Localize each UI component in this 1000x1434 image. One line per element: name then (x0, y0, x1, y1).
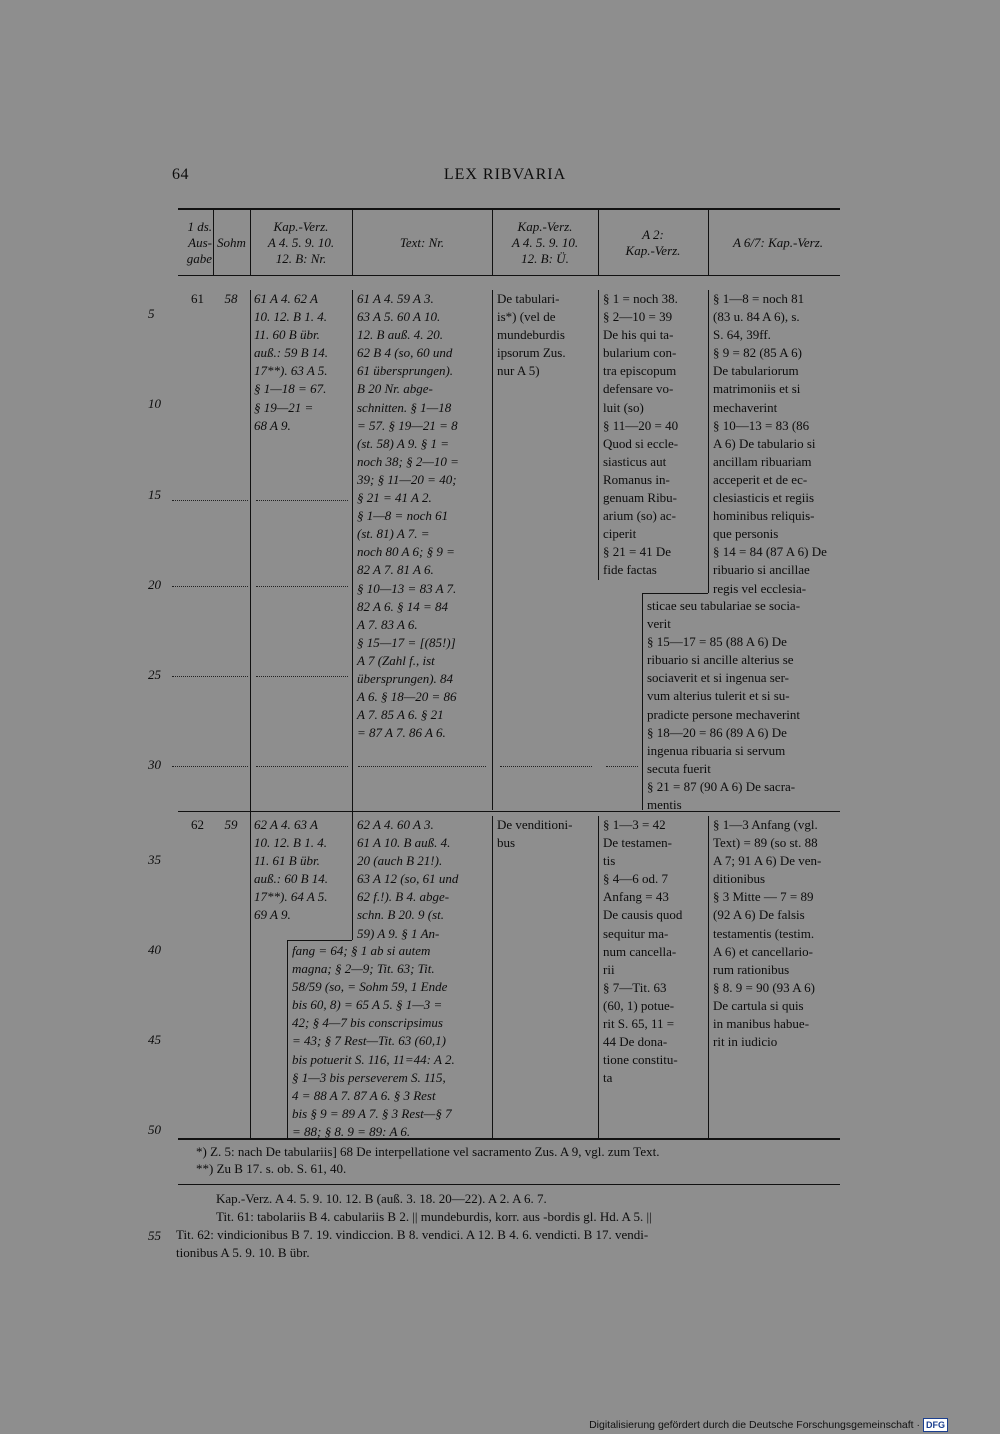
text-line: acceperit et de ec- (713, 471, 808, 487)
text-line: = 88; § 8. 9 = 89: A 6. (292, 1123, 411, 1139)
text-line: noch 38; § 2—10 = (357, 453, 459, 469)
text-line: fang = 64; § 1 ab si autem (292, 943, 431, 958)
text-line: = 43; § 7 Rest—Tit. 63 (60,1) (292, 1033, 446, 1049)
col-rule (598, 816, 599, 1138)
text-line: *) Z. 5: nach De tabulariis] 68 De interpellatione vel sacramento Zus. A 9, vgl. zum Text. (196, 1144, 660, 1159)
apparatus-line: Tit. 62: vindicionibus B 7. 19. vindiccion. B 8. vendici. A 12. B 4. 6. vendicti. B 17. vendi- (176, 1227, 649, 1242)
row61-kapu (497, 290, 566, 380)
line-number: 45 (148, 1032, 161, 1047)
text-line: 61 A 10. B auß. 4. (357, 835, 451, 851)
text-line: § 14 = 84 (87 A 6) De (713, 544, 827, 560)
text-line: testamentis (testim. (713, 925, 815, 941)
text-line: 68 A 9. (254, 417, 291, 433)
col-rule (642, 593, 643, 810)
text-line: § 10—13 = 83 A 7. (357, 580, 457, 596)
text-line: A 7 (Zahl f., ist (357, 652, 435, 668)
col-rule (352, 290, 353, 940)
text-line: sticae seu tabulariae se socia- (647, 598, 801, 613)
row62-kap (254, 816, 328, 925)
text-line: auß.: 59 B 14. (254, 345, 329, 361)
text-line: § 1—8 = noch 61 (357, 508, 449, 524)
line-number: 10 (148, 396, 161, 411)
dotted-line (500, 766, 592, 767)
text-line: 4 = 88 A 7. 87 A 6. § 3 Rest (292, 1087, 436, 1103)
text-line: ciperit (603, 526, 637, 542)
text-line: § 15—17 = 85 (88 A 6) De (647, 634, 787, 650)
text-line: regis vel ecclesia- (713, 580, 807, 596)
dotted-line (172, 500, 248, 501)
text-line: tis (603, 853, 616, 869)
text-line: 10. 12. B 1. 4. (254, 835, 327, 851)
row61-a2 (603, 290, 678, 580)
text-line: § 4—6 od. 7 (603, 871, 668, 887)
text-line: Text) = 89 (so st. 88 (713, 835, 818, 851)
text-line: § 21 = 87 (90 A 6) De sacra- (647, 778, 796, 794)
text-line: 63 A 12 (so, 61 und (357, 871, 459, 887)
header-a2: A 2: Kap.-Verz. (625, 227, 681, 258)
row62-kapu (497, 816, 572, 852)
text-line: De testamen- (603, 835, 672, 851)
line-number: 50 (148, 1122, 161, 1137)
text-line: **) Zu B 17. s. ob. S. 61, 40. (196, 1161, 347, 1176)
text-line: § 15—17 = [(85!)] (357, 634, 456, 650)
text-line: secuta fuerit (647, 760, 711, 776)
row61-ausgabe: 61 (191, 291, 204, 306)
text-line: = 57. § 19—21 = 8 (357, 417, 458, 433)
text-line: Romanus in- (603, 471, 670, 487)
text-line: Quod si eccle- (603, 435, 679, 451)
line-number: 30 (148, 757, 161, 772)
dotted-line (256, 500, 348, 501)
text-line: vum alterius tulerit et si su- (647, 688, 790, 704)
text-line: rit S. 65, 11 = (603, 1016, 675, 1032)
text-line: 61 A 4. 62 A (254, 291, 318, 306)
text-line: 17**). 63 A 5. (254, 363, 328, 379)
text-line: § 9 = 82 (85 A 6) (713, 345, 802, 361)
text-line: (st. 81) A 7. = (357, 526, 430, 542)
dotted-line (256, 586, 348, 587)
apparatus-line: tionibus A 5. 9. 10. B übr. (176, 1245, 310, 1260)
text-line: De cartula si quis (713, 997, 804, 1013)
col-rule (598, 290, 599, 580)
text-line: in manibus habue- (713, 1016, 810, 1032)
text-line: § 2—10 = 39 (603, 309, 673, 325)
text-line: ancillam ribuariam (713, 453, 812, 469)
text-line: auß.: 60 B 14. (254, 871, 329, 887)
text-line: mechaverint (713, 399, 778, 415)
text-line: 20 (auch B 21!). (357, 853, 443, 869)
apparatus-line: Tit. 61: tabolariis B 4. cabulariis B 2. || mundeburdis, korr. aus -bordis gl. Hd. A 5. || (216, 1209, 652, 1224)
text-line: = 87 A 7. 86 A 6. (357, 725, 446, 741)
text-line: § 1—3 Anfang (vgl. (713, 817, 818, 832)
row62-a2 (603, 816, 682, 1087)
text-line: ipsorum Zus. (497, 345, 566, 361)
header-sohm: Sohm (217, 235, 246, 250)
text-line: tra episcopum (603, 363, 677, 379)
text-line: mentis (647, 797, 682, 813)
text-line: bis 60, 8) = 65 A 5. § 1—3 = (292, 997, 443, 1013)
text-line: schn. B 20. 9 (st. (357, 907, 445, 923)
text-line: 61 übersprungen). (357, 363, 454, 379)
col-rule (708, 816, 709, 1138)
dotted-line (256, 676, 348, 677)
text-line: § 1 = noch 38. (603, 291, 678, 306)
text-line: 17**). 64 A 5. (254, 889, 328, 905)
line-number: 55 (148, 1228, 161, 1243)
line-number: 40 (148, 942, 161, 957)
text-line: A 6) De tabulario si (713, 435, 816, 451)
row61-kap (254, 290, 328, 435)
text-line: verit (647, 616, 671, 632)
text-line: 62 f.!). B 4. abge- (357, 889, 450, 905)
text-line: 63 A 5. 60 A 10. (357, 309, 441, 325)
table-bottom-rule (178, 1138, 840, 1140)
apparatus-rule (178, 1184, 840, 1185)
text-line: schnitten. § 1—18 (357, 399, 452, 415)
text-line: mundeburdis (497, 327, 565, 343)
text-line: que personis (713, 526, 779, 542)
text-line: A 6) et cancellario- (713, 943, 813, 959)
text-line: bularium con- (603, 345, 677, 361)
text-line: 62 A 4. 63 A (254, 817, 318, 832)
row61-text (357, 290, 459, 742)
text-line: § 21 = 41 A 2. (357, 490, 432, 506)
footnotes (196, 1143, 659, 1177)
text-line: (83 u. 84 A 6), s. (713, 309, 800, 325)
text-line: 39; § 11—20 = 40; (357, 471, 457, 487)
header-kap-verz: Kap.-Verz. A 4. 5. 9. 10. 12. B: Nr. (267, 219, 335, 266)
text-line: 12. B auß. 4. 20. (357, 327, 443, 343)
text-line: De his qui ta- (603, 327, 674, 343)
table-top-rule (178, 208, 840, 210)
text-line: luit (so) (603, 399, 644, 415)
text-line: (st. 58) A 9. § 1 = (357, 435, 450, 451)
text-line: § 19—21 = (254, 399, 314, 415)
text-line: clesiasticis et regiis (713, 490, 815, 506)
text-line: 62 A 4. 60 A 3. (357, 817, 434, 832)
line-number: 20 (148, 577, 161, 592)
dotted-line (172, 766, 248, 767)
text-line: (60, 1) potue- (603, 997, 675, 1013)
text-line: § 8. 9 = 90 (93 A 6) (713, 979, 815, 995)
text-line: magna; § 2—9; Tit. 63; Tit. (292, 961, 435, 977)
row62-sohm: 59 (224, 817, 238, 832)
text-line: 44 De dona- (603, 1034, 668, 1050)
apparatus-line: Kap.-Verz. A 4. 5. 9. 10. 12. B (auß. 3. 18. 20—22). A 2. A 6. 7. (216, 1191, 547, 1206)
page-number: 64 (172, 166, 189, 183)
dfg-logo-icon: DFG (923, 1418, 948, 1432)
text-line: § 1—3 = 42 (603, 817, 666, 832)
text-line: bis potuerit S. 116, 11=44: A 2. (292, 1051, 455, 1067)
text-line: siasticus aut (603, 453, 667, 469)
text-line: übersprungen). 84 (357, 670, 454, 686)
credit-text: Digitalisierung gefördert durch die Deutsche Forschungsgemeinschaft · (589, 1419, 920, 1431)
text-line: sociaverit et si ingenua ser- (647, 670, 789, 686)
page-title: LEX RIBVARIA (443, 166, 567, 183)
text-line: genuam Ribu- (603, 490, 678, 506)
text-line: ribuario si ancillae (713, 562, 810, 578)
dotted-line (172, 676, 248, 677)
text-line: § 11—20 = 40 (603, 417, 679, 433)
text-line: 61 A 4. 59 A 3. (357, 291, 434, 306)
text-line: S. 64, 39ff. (713, 327, 771, 343)
text-line: § 1—8 = noch 81 (713, 291, 805, 306)
col-rule (287, 940, 288, 1138)
text-line: 11. 61 B übr. (254, 853, 320, 869)
header-kap-verz-u: Kap.-Verz. A 4. 5. 9. 10. 12. B: Ü. (511, 219, 579, 266)
text-line: hominibus reliquis- (713, 508, 815, 524)
dotted-line (256, 766, 348, 767)
text-line: rii (603, 961, 615, 977)
line-number: 25 (148, 667, 161, 682)
col-rule (492, 816, 493, 1138)
text-line: § 1—3 bis perseverет S. 115, (292, 1069, 446, 1085)
text-line: bus (497, 835, 516, 851)
dotted-line (606, 766, 638, 767)
text-line: rum rationibus (713, 961, 790, 977)
text-line: § 1—18 = 67. (254, 381, 327, 397)
text-line: matrimoniis et si (713, 381, 801, 397)
text-line: 82 A 7. 81 A 6. (357, 562, 434, 578)
text-line: A 6. § 18—20 = 86 (357, 689, 457, 705)
text-line: ditionibus (713, 871, 766, 887)
dotted-line (358, 766, 486, 767)
line-number: 35 (148, 852, 161, 867)
text-line: 11. 60 B übr. (254, 327, 320, 343)
text-line: arium (so) ac- (603, 508, 676, 524)
text-line: defensare vo- (603, 381, 674, 397)
digitization-credit (589, 1418, 948, 1432)
text-line: De venditioni- (497, 817, 573, 832)
text-line: ingenua ribuaria si servum (647, 742, 786, 758)
text-line: is*) (vel de (497, 309, 556, 325)
col-rule (250, 290, 251, 1138)
line-number: 5 (148, 306, 155, 321)
line-number: 15 (148, 487, 161, 502)
text-line: ribuario si ancille alterius se (647, 652, 794, 668)
text-line: 10. 12. B 1. 4. (254, 309, 327, 325)
text-line: tione constitu- (603, 1052, 678, 1068)
text-line: 69 A 9. (254, 907, 291, 923)
header-bottom-rule (178, 275, 840, 276)
header-ausgabe: 1 ds. Aus- gabe (186, 219, 212, 266)
text-line: noch 80 A 6; § 9 = (357, 544, 455, 560)
text-line: § 7—Tit. 63 (603, 979, 667, 995)
dotted-line (172, 586, 248, 587)
row61-a67 (713, 290, 827, 598)
text-line: § 18—20 = 86 (89 A 6) De (647, 724, 787, 740)
header-a67: A 6/7: Kap.-Verz. (732, 235, 824, 250)
row61-a67-wide (647, 597, 800, 814)
text-line: ta (603, 1070, 613, 1086)
text-line: pradicte persone mechaverint (647, 706, 801, 722)
text-line: De tabulariorum (713, 363, 799, 379)
header-text-nr: Text: Nr. (399, 235, 445, 250)
text-line: rit in iudicio (713, 1034, 778, 1050)
text-line: 59) A 9. § 1 An- (357, 925, 440, 941)
text-line: Anfang = 43 (603, 889, 669, 905)
text-line: De causis quod (603, 907, 683, 923)
text-line: sequitur ma- (603, 925, 669, 941)
text-line: num cancella- (603, 943, 677, 959)
text-line: De tabulari- (497, 291, 560, 306)
text-line: 62 B 4 (so, 60 und (357, 345, 453, 361)
col-rule (708, 290, 709, 593)
text-line: A 7; 91 A 6) De ven- (713, 853, 822, 869)
text-line: § 10—13 = 83 (86 (713, 417, 810, 433)
row62-text (357, 816, 458, 943)
text-line: § 21 = 41 De (603, 544, 671, 560)
row62-ausgabe: 62 (191, 817, 204, 832)
text-line: A 7. 83 A 6. (357, 616, 418, 632)
text-line: § 3 Mitte — 7 = 89 (713, 889, 814, 905)
text-line: B 20 Nr. abge- (357, 381, 433, 397)
text-line: 82 A 6. § 14 = 84 (357, 598, 448, 614)
step-rule (287, 940, 352, 941)
text-line: bis § 9 = 89 A 7. § 3 Rest—§ 7 (292, 1105, 452, 1121)
step-rule (642, 593, 708, 594)
row62-text-wide (292, 942, 455, 1141)
text-line: fide factas (603, 562, 657, 578)
text-line: (92 A 6) De falsis (713, 907, 805, 923)
row62-a67 (713, 816, 821, 1051)
col-rule (492, 290, 493, 810)
text-line: 42; § 4—7 bis conscripsimus (292, 1015, 443, 1031)
text-line: nur A 5) (497, 363, 540, 379)
text-line: A 7. 85 A 6. § 21 (357, 707, 444, 723)
text-line: 58/59 (so, = Sohm 59, 1 Ende (292, 979, 448, 995)
row61-sohm: 58 (224, 291, 238, 306)
